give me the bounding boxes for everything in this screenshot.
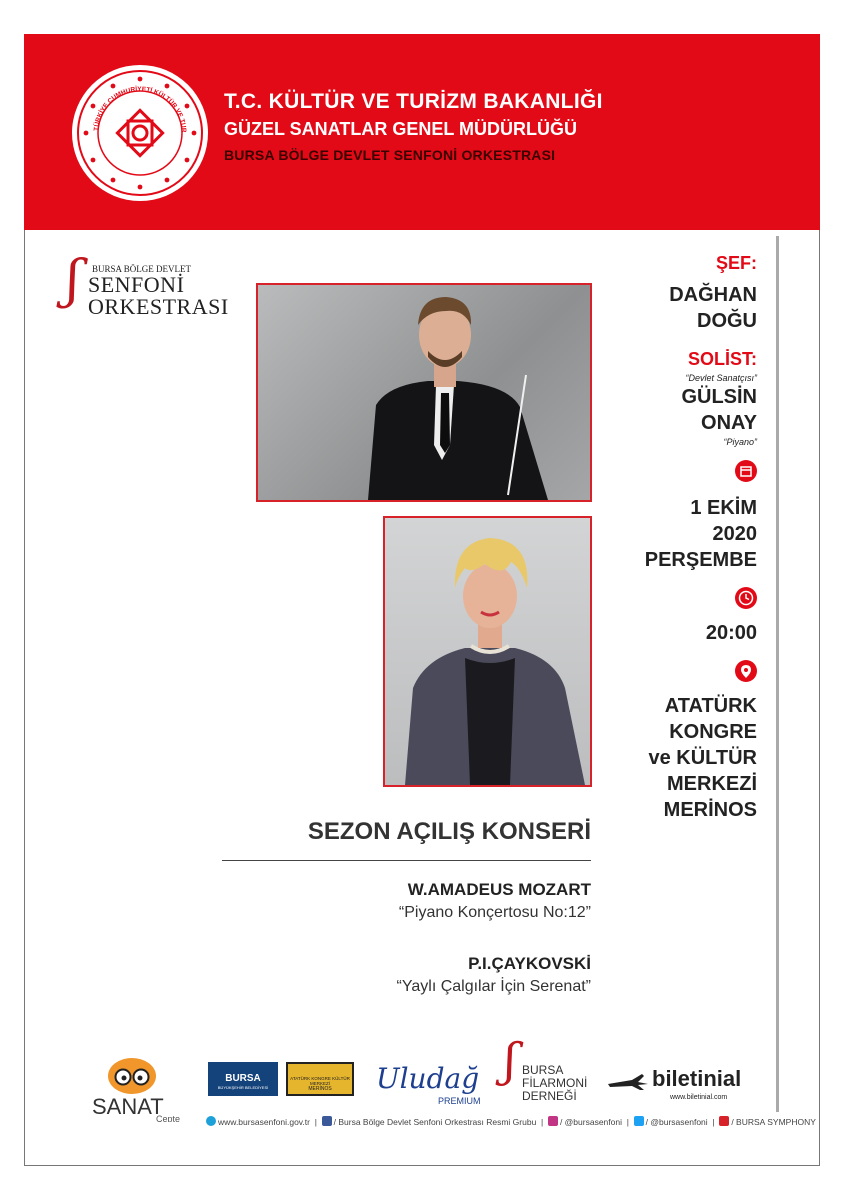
f-hole-icon: ʃ xyxy=(66,250,81,310)
soloist-name-2: ONAY xyxy=(701,412,757,434)
bursa-filarmoni-logo xyxy=(504,1033,594,1108)
clock-icon xyxy=(735,587,757,609)
seal-text: TÜRKİYE CUMHURİYETİ KÜLTÜR VE TUR xyxy=(93,85,188,133)
orchestra-logo-small: BURSA BÖLGE DEVLET xyxy=(92,264,191,274)
conductor-name-2: DOĞU xyxy=(697,310,757,332)
biletinial-text: biletinial xyxy=(652,1066,742,1091)
instagram-icon xyxy=(548,1116,558,1126)
biletinial-logo xyxy=(606,1066,756,1102)
header-text xyxy=(224,88,603,167)
twitter-icon xyxy=(634,1116,644,1126)
work-2 xyxy=(222,954,591,996)
sanat-text: SANAT xyxy=(92,1094,164,1119)
facebook-icon xyxy=(322,1116,332,1126)
date-weekday: PERŞEMBE xyxy=(644,549,757,571)
vertical-divider xyxy=(776,236,779,1112)
venue-line-2: KONGRE xyxy=(669,721,757,743)
filarmoni-line-2: FİLARMONİ xyxy=(522,1076,588,1090)
soloist-instrument: “Piyano” xyxy=(723,437,757,447)
work-1 xyxy=(222,880,591,922)
concert-title: SEZON AÇILIŞ KONSERİ xyxy=(307,818,591,845)
conductor-photo xyxy=(256,283,592,502)
date-day: 1 EKİM xyxy=(690,497,757,519)
social-twitter[interactable]: / @bursasenfoni xyxy=(645,1117,708,1127)
orchestra-logo xyxy=(66,250,246,320)
soloist-name-1: GÜLSİN xyxy=(681,386,757,408)
venue-line-1: ATATÜRK xyxy=(664,695,757,717)
bb-label: BURSA xyxy=(225,1073,261,1084)
globe-icon xyxy=(206,1116,216,1126)
work-2-title: “Yaylı Çalgılar İçin Serenat” xyxy=(396,978,591,995)
venue-line-3: ve KÜLTÜR xyxy=(648,747,757,769)
orchestra-logo-line-1: SENFONİ xyxy=(88,272,185,297)
soloist-label: SOLİST: xyxy=(687,349,757,369)
uludag-premium-sub: PREMIUM xyxy=(438,1096,481,1106)
venue-line-5: MERİNOS xyxy=(663,799,757,821)
venue-line-4: MERKEZİ xyxy=(667,773,757,795)
bb-sub: BÜYÜKŞEHİR BELEDİYESİ xyxy=(217,1085,269,1090)
event-info xyxy=(587,252,757,823)
plane-icon xyxy=(606,1072,650,1092)
f-hole-icon: ʃ xyxy=(504,1033,517,1087)
akm-merinos-logo xyxy=(286,1062,354,1096)
soloist-photo xyxy=(383,516,592,787)
akm-sub: MERİNOS xyxy=(308,1086,332,1092)
filarmoni-line-1: BURSA xyxy=(522,1063,564,1077)
social-facebook[interactable]: / Bursa Bölge Devlet Senfoni Orkestrası Resmi Grubu xyxy=(333,1117,537,1127)
cepte-text: Cepte xyxy=(156,1114,181,1122)
social-youtube[interactable]: / BURSA SYMPHONY xyxy=(731,1117,816,1127)
uludag-premium-logo: Uludağ xyxy=(376,1062,480,1095)
orchestra-logo-line-2: ORKESTRASI xyxy=(88,294,229,319)
akm-label: ATATÜRK KONGRE KÜLTÜR MERKEZİ xyxy=(290,1076,350,1086)
work-2-composer: P.I.ÇAYKOVSKİ xyxy=(468,954,591,973)
social-web[interactable]: www.bursasenfoni.gov.tr xyxy=(218,1117,310,1127)
work-1-title: “Piyano Konçertosu No:12” xyxy=(398,904,591,921)
conductor-name-1: DAĞHAN xyxy=(669,284,757,306)
title-divider xyxy=(222,860,591,861)
conductor-label: ŞEF: xyxy=(715,253,757,273)
header-line-2: GÜZEL SANATLAR GENEL MÜDÜRLÜĞÜ xyxy=(224,119,577,139)
date-year: 2020 xyxy=(712,523,757,545)
soloist-title: “Devlet Sanatçısı” xyxy=(685,373,757,383)
youtube-icon xyxy=(719,1116,729,1126)
work-1-composer: W.AMADEUS MOZART xyxy=(407,880,591,899)
biletinial-url: www.biletinial.com xyxy=(670,1094,728,1101)
location-pin-icon xyxy=(735,660,757,682)
filarmoni-line-3: DERNEĞİ xyxy=(522,1089,577,1103)
social-links: www.bursasenfoni.gov.tr | / Bursa Bölge Devlet Senfoni Orkestrası Resmi Grubu | / @bursasenfoni | / @bursasenfoni | / BURSA SYMPHONY xyxy=(206,1116,816,1127)
bursa-buyuksehir-logo xyxy=(208,1062,278,1096)
calendar-icon xyxy=(735,460,757,482)
sanat-cepte-logo xyxy=(90,1056,200,1122)
header-line-3: BURSA BÖLGE DEVLET SENFONİ ORKESTRASI xyxy=(224,147,556,163)
event-time: 20:00 xyxy=(705,622,757,644)
ministry-seal xyxy=(72,65,208,201)
social-instagram[interactable]: / @bursasenfoni xyxy=(559,1117,622,1127)
header-line-1: T.C. KÜLTÜR VE TURİZM BAKANLIĞI xyxy=(224,90,603,113)
